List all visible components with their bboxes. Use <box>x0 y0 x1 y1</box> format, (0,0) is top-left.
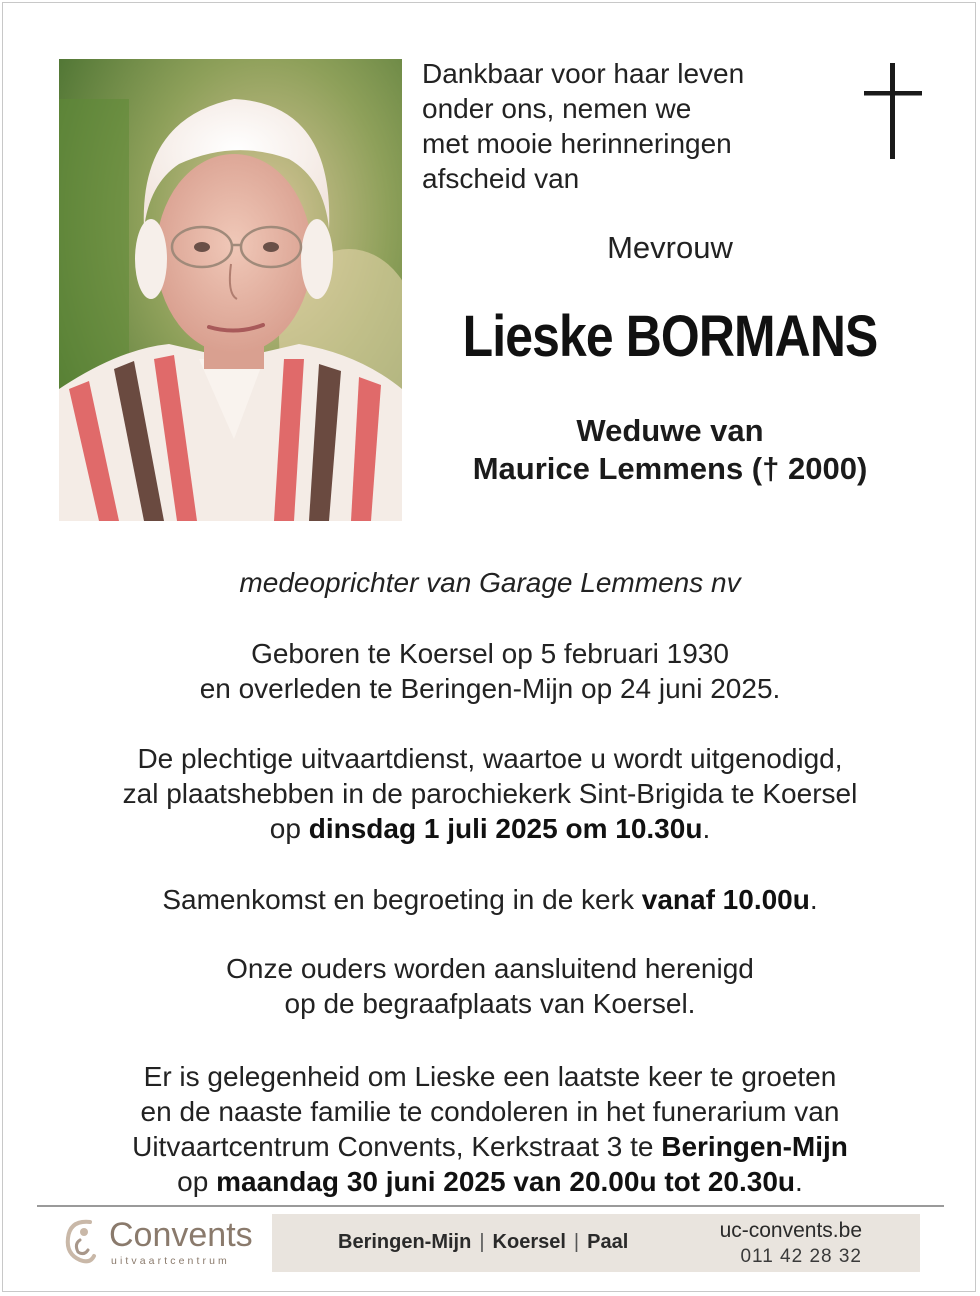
location-separator: | <box>479 1231 485 1253</box>
visit-date-post: . <box>795 1166 803 1197</box>
intro-line: Dankbaar voor haar leven <box>422 58 745 89</box>
logo-wordmark: Convents <box>109 1216 253 1254</box>
location-separator: | <box>573 1231 580 1253</box>
convents-logo <box>60 1214 270 1274</box>
visit-date-pre: op <box>177 1166 217 1197</box>
visit-date-line <box>40 1164 940 1199</box>
death-line: en overleden te Beringen-Mijn op 24 juni 2025. <box>199 673 781 704</box>
service-date-line <box>40 811 940 846</box>
widow-info <box>420 412 920 488</box>
convents-logo-icon <box>60 1216 102 1272</box>
website-link[interactable]: uc-convents.be <box>719 1219 862 1242</box>
service-post: . <box>702 813 711 844</box>
visit-line: en de naaste familie te condoleren in het funerarium van <box>140 1096 840 1127</box>
spouse-line: Maurice Lemmens († 2000) <box>472 451 868 486</box>
visit-date: maandag 30 juni 2025 van 20.00u tot 20.30u <box>216 1166 796 1197</box>
location-list <box>338 1231 628 1254</box>
service-line: De plechtige uitvaartdienst, waartoe u wordt uitgenodigd, <box>137 743 843 774</box>
intro-line: onder ons, nemen we <box>422 93 692 124</box>
location-item: Paal <box>587 1231 629 1253</box>
widow-line: Weduwe van <box>576 413 764 448</box>
intro-text <box>422 56 842 196</box>
gathering-time: vanaf 10.00u <box>641 884 810 915</box>
logo-subtitle: uitvaartcentrum <box>111 1255 230 1267</box>
service-date: dinsdag 1 juli 2025 om 10.30u <box>308 813 703 844</box>
location-item: Koersel <box>492 1231 566 1253</box>
visit-location-pre: Uitvaartcentrum Convents, Kerkstraat 3 te <box>132 1131 662 1162</box>
intro-line: met mooie herinneringen <box>422 128 732 159</box>
burial-line: op de begraafplaats van Koersel. <box>284 988 696 1019</box>
footer-divider <box>37 1205 944 1207</box>
funeral-service-text <box>40 741 940 846</box>
visit-location-line <box>40 1129 940 1164</box>
deceased-name: Lieske BORMANS <box>462 304 878 369</box>
footer-contact-band <box>272 1214 920 1272</box>
portrait-photo <box>59 59 402 521</box>
burial-line: Onze ouders worden aansluitend herenigd <box>226 953 754 984</box>
role-text <box>40 565 940 600</box>
role-line: medeoprichter van Garage Lemmens nv <box>239 567 741 598</box>
location-item: Beringen-Mijn <box>338 1231 472 1253</box>
intro-line: afscheid van <box>422 163 580 194</box>
phone-number[interactable]: 011 42 28 32 <box>740 1246 862 1267</box>
birth-line: Geboren te Koersel op 5 februari 1930 <box>251 638 729 669</box>
gathering-text <box>40 882 940 917</box>
service-pre: op <box>269 813 309 844</box>
birth-death-text <box>40 636 940 706</box>
gathering-pre: Samenkomst en begroeting in de kerk <box>162 884 642 915</box>
honorific: Mevrouw <box>607 230 733 265</box>
service-line: zal plaatshebben in de parochiekerk Sint-Brigida te Koersel <box>122 778 858 809</box>
gathering-line <box>40 882 940 917</box>
visitation-text <box>40 1059 940 1199</box>
burial-text <box>40 951 940 1021</box>
visit-location: Beringen-Mijn <box>661 1131 848 1162</box>
cross-icon <box>864 63 922 159</box>
visit-line: Er is gelegenheid om Lieske een laatste keer te groeten <box>143 1061 837 1092</box>
gathering-post: . <box>809 884 818 915</box>
